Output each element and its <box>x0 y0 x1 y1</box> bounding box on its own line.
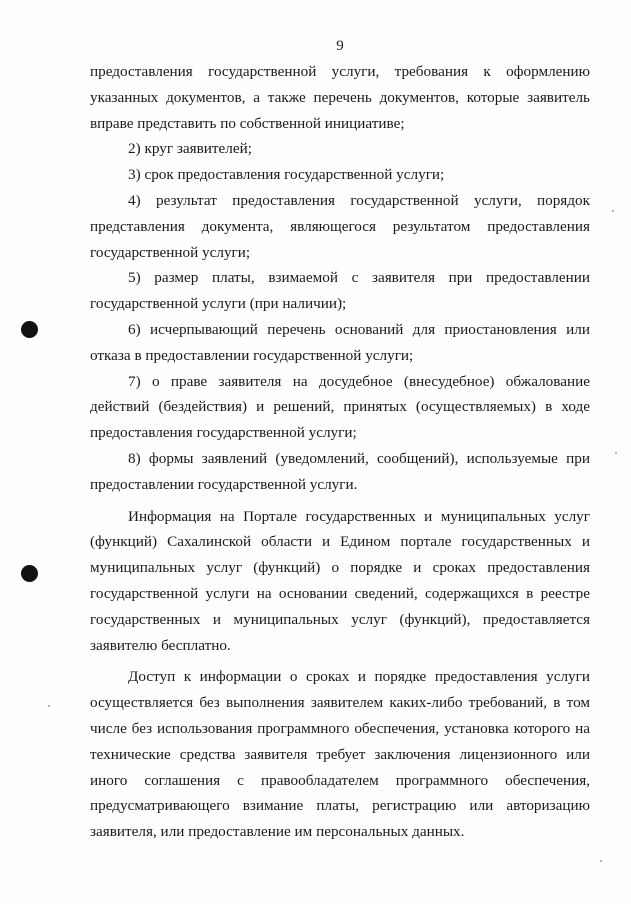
document-body <box>90 59 590 845</box>
scan-speck <box>600 860 602 862</box>
list-item-grounds: 6) исчерпывающий перечень оснований для приостановления или отказа в предоставлении государственной услуги; <box>90 320 590 364</box>
paragraph: предоставления государственной услуги, требования к оформлению указанных документов, а также перечень документов, которые заявитель вправе представить по собственной инициативе; <box>90 63 590 132</box>
list-item-result: 4) результат предоставления государственной услуги, порядок представления документа, являющегося результатом предоставления государственной услуги; <box>90 191 590 261</box>
scan-speck <box>615 452 617 454</box>
list-item-applicants: 2) круг заявителей; <box>128 140 252 158</box>
punch-hole <box>21 321 38 338</box>
paragraph-portal-info: Информация на Портале государственных и муниципальных услуг (функций) Сахалинской области и Едином портале государственных и муниципальных услуг (функций) о порядке и сроках предоставления государственной услуги на основании сведений, содержащихся в реестре государственных и муниципальных услуг (функций), предоставляется заявителю бесплатно. <box>90 507 590 654</box>
scan-speck <box>48 705 50 707</box>
page-number: 9 <box>336 38 344 54</box>
punch-hole <box>21 565 38 582</box>
list-item-forms: 8) формы заявлений (уведомлений, сообщений), используемые при предоставлении государственной услуги. <box>90 449 590 493</box>
list-item-appeal: 7) о праве заявителя на досудебное (внесудебное) обжалование действий (бездействия) и решений, принятых (осуществляемых) в ходе предоставления государственной услуги; <box>90 372 590 442</box>
list-item-term: 3) срок предоставления государственной услуги; <box>128 166 445 184</box>
scan-speck <box>612 210 614 212</box>
list-item-fee: 5) размер платы, взимаемой с заявителя при предоставлении государственной услуги (при наличии); <box>90 269 590 313</box>
paragraph-access-info: Доступ к информации о сроках и порядке предоставления услуги осуществляется без выполнения заявителем каких-либо требований, в том числе без использования программного обеспечения, установка которого на технические средства заявителя требует заключения лицензионного или иного соглашения с правообладателем программного обеспечения, предусматривающего взимание платы, регистрацию или авторизацию заявителя, или предоставление им персональных данных. <box>90 668 590 841</box>
